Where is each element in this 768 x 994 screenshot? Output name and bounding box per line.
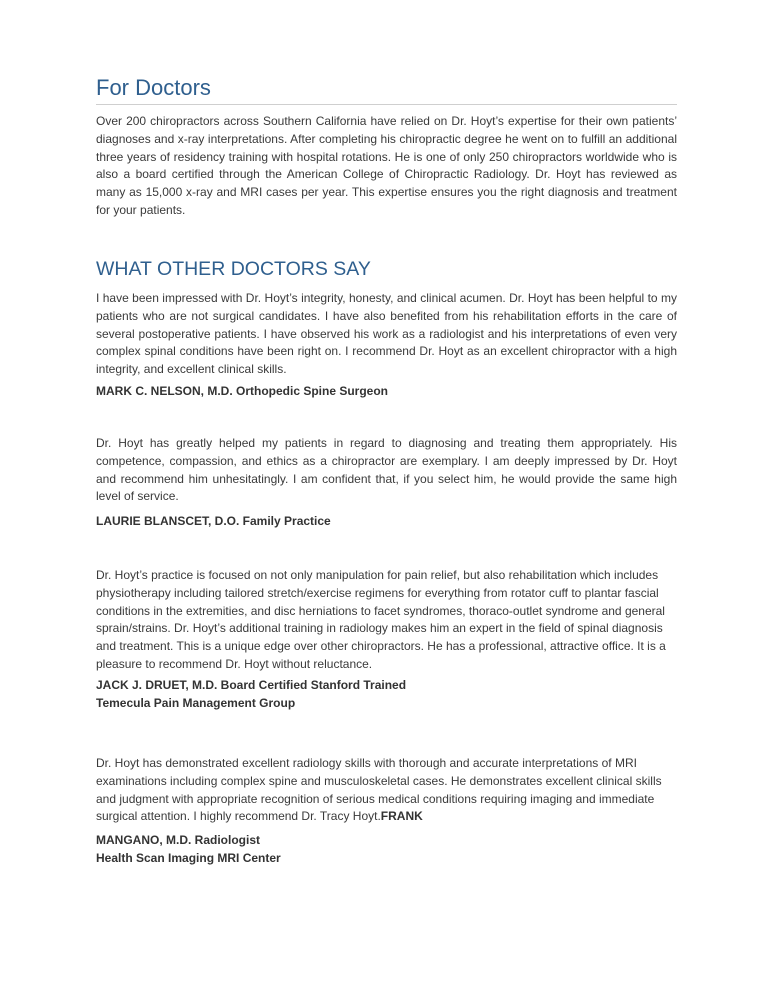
testimonial-author-3: [96, 677, 677, 713]
title-divider: [96, 104, 677, 105]
section-heading: WHAT OTHER DOCTORS SAY: [96, 258, 371, 280]
testimonial-author-1: [96, 383, 677, 401]
testimonial-text-3: Dr. Hoyt’s practice is focused on not only manipulation for pain relief, but also rehabilitation which includes physiotherapy including tailored stretch/exercise regimens for everything from rotator cuff to plantar fascial conditions in the extremities, and disc herniations to facet syndromes, thoraco-outlet syndrome and general sprain/strains. Dr. Hoyt’s additional training in radiology makes him an expert in the field of spinal diagnosis and treatment. This is a unique edge over other chiropractors. He has a professional, attractive office. It is a pleasure to recommend Dr. Hoyt without reluctance.: [96, 568, 666, 671]
testimonial-author-3-line2: Temecula Pain Management Group: [96, 695, 296, 710]
testimonial-author-2-line1: LAURIE BLANSCET, D.O. Family Practice: [96, 514, 331, 528]
testimonial-text-2: Dr. Hoyt has greatly helped my patients in regard to diagnosing and treating them appropriately. His competence, compassion, and ethics as a chiropractor are exemplary. I am deeply impressed by Dr. Hoyt and recommend him unhesitatingly. I am confident that, if you select him, he would provide the same high level of service.: [96, 436, 677, 504]
testimonial-author-4-line1: MANGANO, M.D. Radiologist: [96, 833, 260, 847]
testimonial-author-1-line1: MARK C. NELSON, M.D. Orthopedic Spine Surgeon: [96, 384, 389, 398]
testimonial-author-4: [96, 832, 677, 868]
testimonial-author-2: [96, 513, 677, 531]
testimonial-text-4: [96, 755, 677, 826]
testimonial-author-3-line1: JACK J. DRUET, M.D. Board Certified Stanford Trained: [96, 678, 407, 692]
testimonial-author-4-line2: Health Scan Imaging MRI Center: [96, 850, 281, 865]
intro-paragraph: Over 200 chiropractors across Southern California have relied on Dr. Hoyt’s expertise for their own patients’ diagnoses and x-ray interpretations. After completing his chiropractic degree he went on to fulfill an additional three years of residency training with hospital rotations. He is one of only 250 chiropractors worldwide who is also a board certified through the American College of Chiropractic Radiology. Dr. Hoyt has reviewed as many as 15,000 x-ray and MRI cases per year. This expertise ensures you the right diagnosis and treatment for your patients.: [96, 114, 677, 217]
testimonial-text-1: I have been impressed with Dr. Hoyt’s integrity, honesty, and clinical acumen. Dr. Hoyt has been helpful to my patients who are not surgical candidates. I have also benefited from his rehabilitation efforts in the care of several postoperative patients. I have observed his work as a radiologist and his interpretations of even very complex spinal conditions have been right on. I recommend Dr. Hoyt as an excellent chiropractor with a high integrity, and excellent clinical skills.: [96, 291, 677, 377]
testimonial-text-4-body: Dr. Hoyt has demonstrated excellent radiology skills with thorough and accurate interpretations of MRI examinations including complex spine and musculoskeletal cases. He demonstrates excellent clinical skills and judgment with appropriate recognition of serious medical conditions requiring imaging and immediate surgical attention. I highly recommend Dr. Tracy Hoyt.: [96, 756, 662, 824]
page-title: For Doctors: [96, 75, 211, 100]
testimonial-text-4-bold-tail: FRANK: [380, 809, 423, 824]
